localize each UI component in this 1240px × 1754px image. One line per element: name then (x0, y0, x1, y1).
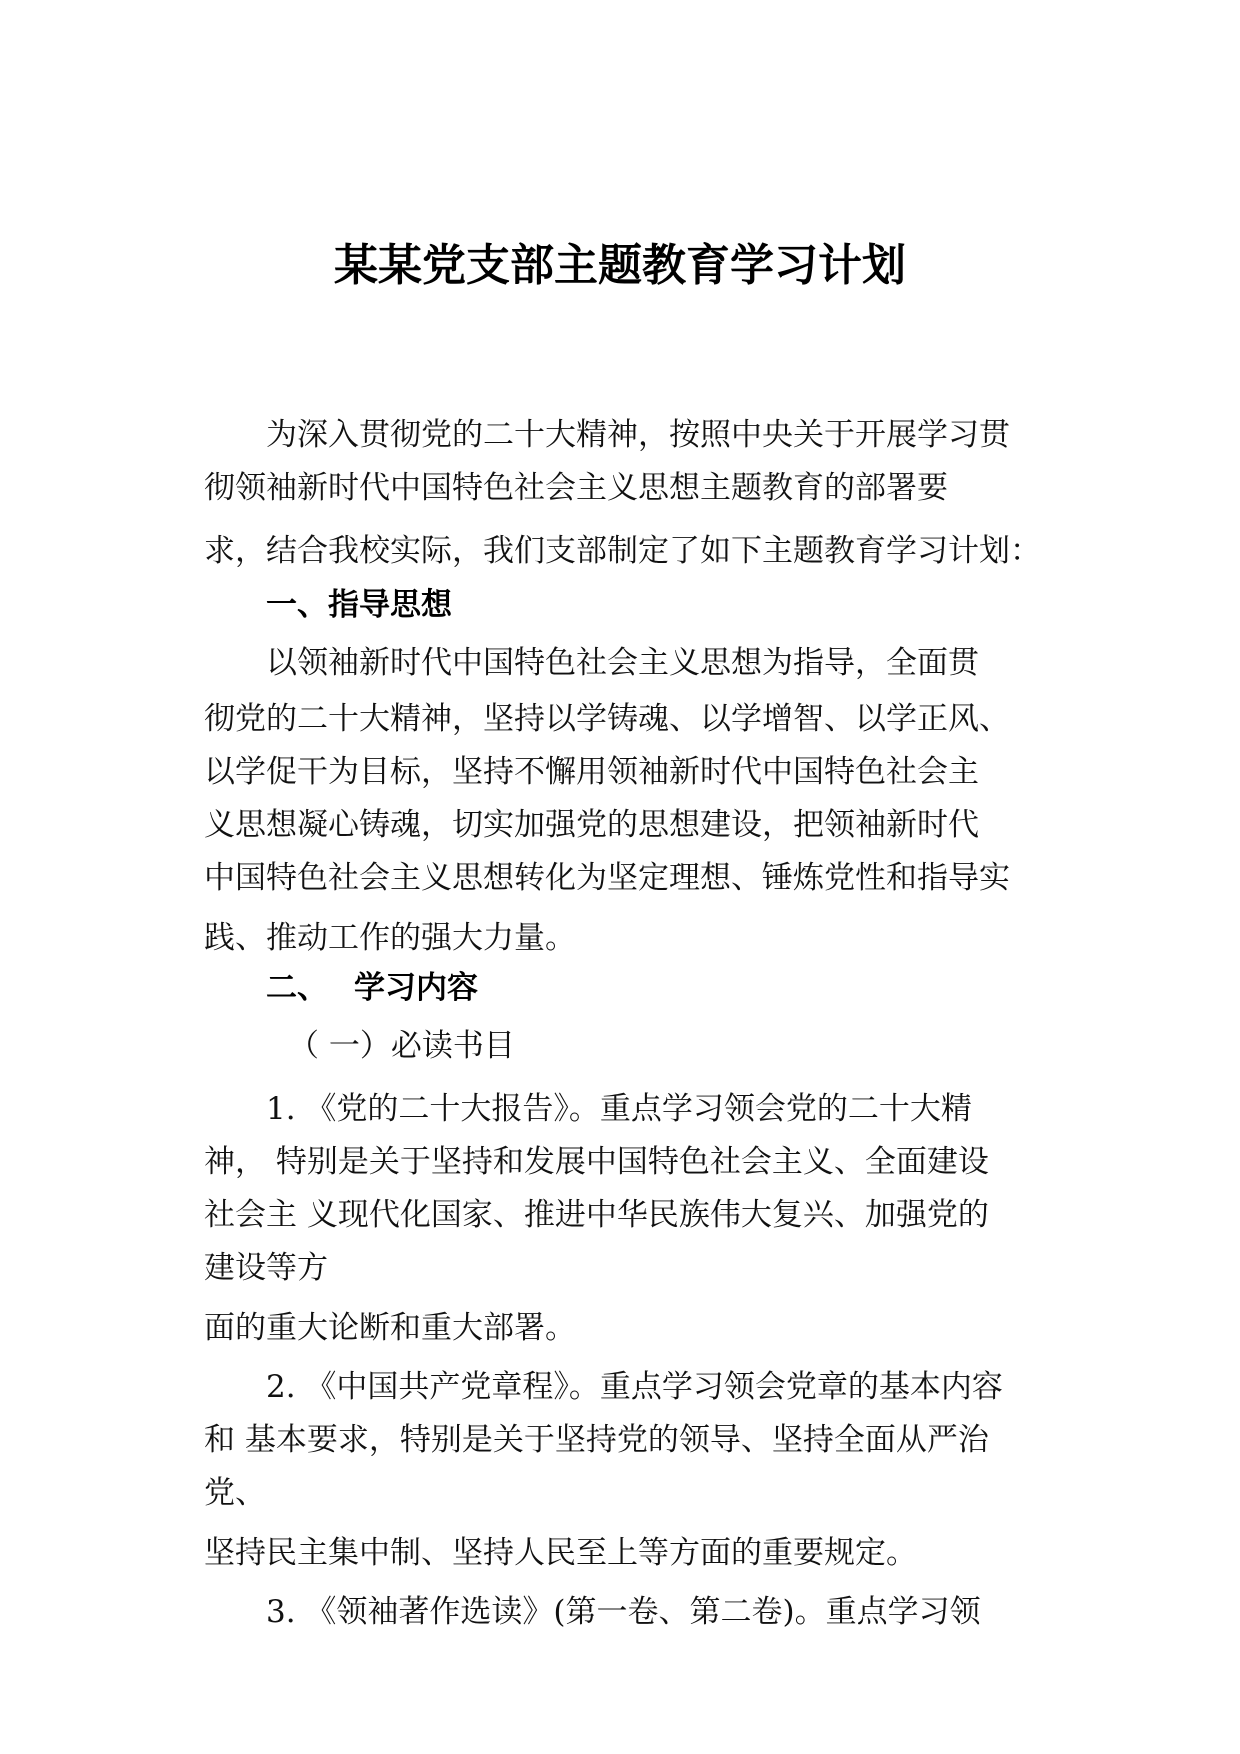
paragraph-line: 彻党的二十大精神，坚持以学铸魂、以学增智、以学正风、 (204, 701, 1010, 737)
intro-line: 为深入贯彻党的二十大精神，按照中央关于开展学习贯 (266, 417, 1010, 453)
paragraph-line: 以学促干为目标，坚持不懈用领袖新时代中国特色社会主 (204, 754, 979, 790)
list-item-line: 党、 (204, 1475, 266, 1511)
intro-line: 求，结合我校实际，我们支部制定了如下主题教育学习计划： (204, 533, 1041, 569)
section-heading-study-content (266, 966, 478, 1010)
list-item-line: 社会主 义现代化国家、推进中华民族伟大复兴、加强党的 (204, 1197, 989, 1233)
paragraph-line: 以领袖新时代中国特色社会主义思想为指导，全面贯 (266, 645, 979, 681)
intro-line: 彻领袖新时代中国特色社会主义思想主题教育的部署要 (204, 470, 948, 506)
list-item-line: 和 基本要求，特别是关于坚持党的领导、坚持全面从严治 (204, 1422, 989, 1458)
list-item-line: 1. 《党的二十大报告》。重点学习领会党的二十大精 (266, 1091, 972, 1127)
list-item-line: 建设等方 (204, 1250, 328, 1286)
section-heading-guiding-ideology: 一、指导思想 (266, 587, 452, 623)
section-number: 二、 (266, 970, 328, 1006)
list-item-line: 面的重大论断和重大部署。 (204, 1310, 576, 1346)
section-heading-text: 学习内容 (354, 970, 478, 1006)
list-item-line: 神， 特别是关于坚持和发展中国特色社会主义、全面建设 (204, 1144, 989, 1180)
paragraph-line: 中国特色社会主义思想转化为坚定理想、锤炼党性和指导实 (204, 860, 1010, 896)
list-item-line: 3. 《领袖著作选读》(第一卷、第二卷)。重点学习领 (266, 1594, 981, 1630)
list-item-line: 坚持民主集中制、坚持人民至上等方面的重要规定。 (204, 1535, 917, 1571)
paragraph-line: 义思想凝心铸魂，切实加强党的思想建设，把领袖新时代 (204, 807, 979, 843)
page-title: 某某党支部主题教育学习计划 (334, 240, 906, 291)
paragraph-line: 践、推动工作的强大力量。 (204, 920, 576, 956)
list-item-line: 2. 《中国共产党章程》。重点学习领会党章的基本内容 (266, 1369, 1003, 1405)
subheading-required-reading: （ 一）必读书目 (288, 1028, 515, 1064)
